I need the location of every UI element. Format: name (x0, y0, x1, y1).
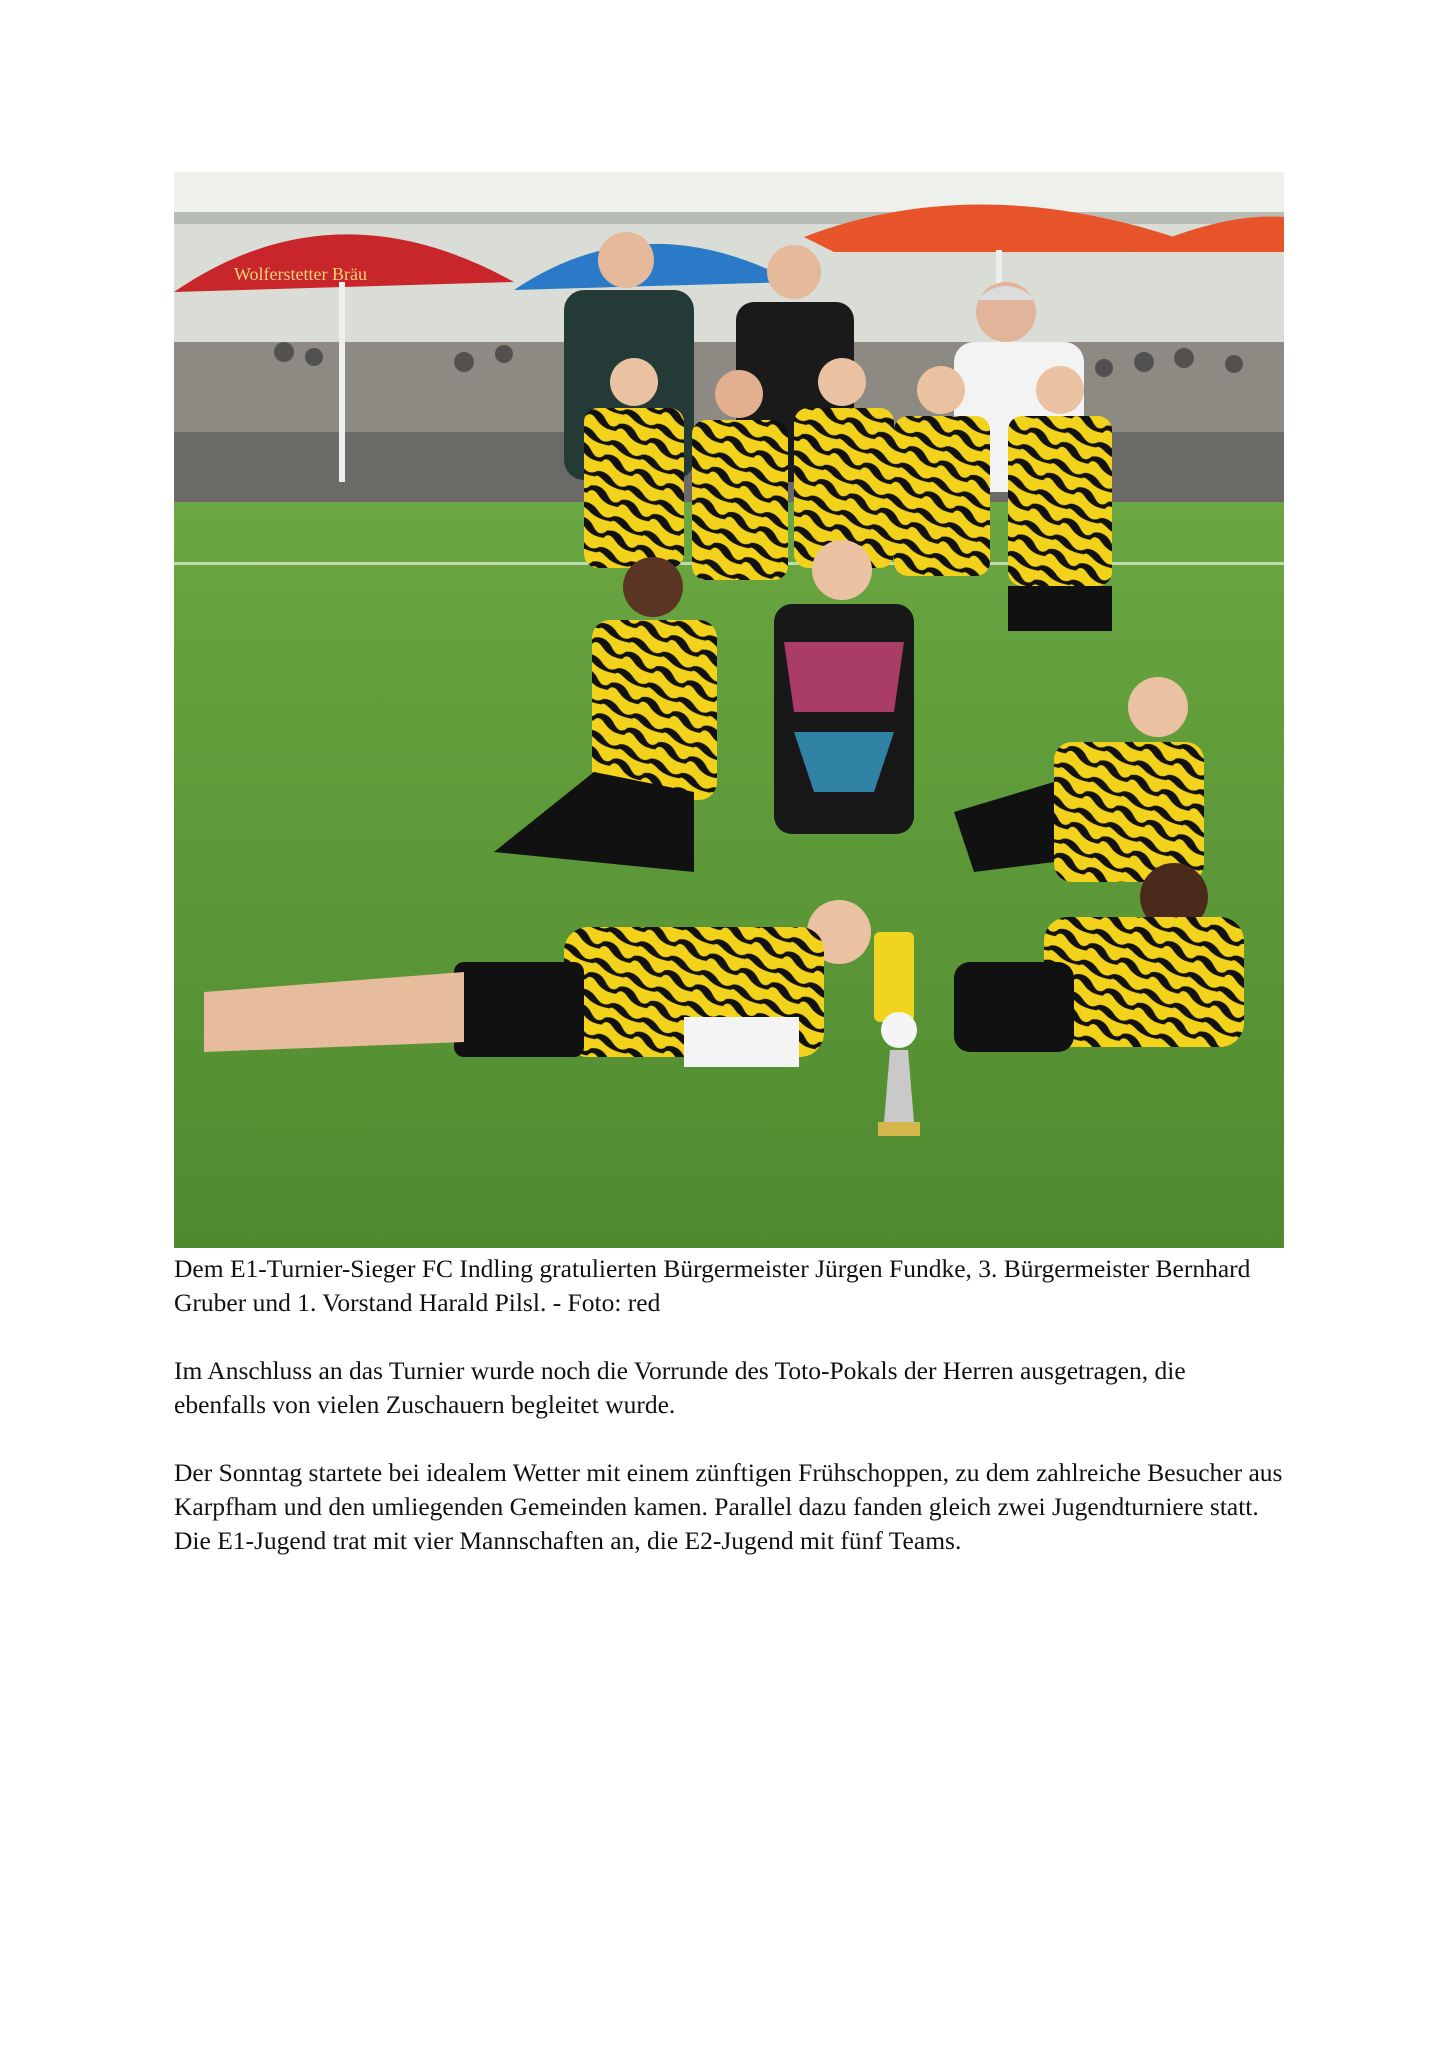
team-photo (174, 172, 1284, 1248)
paragraph-2: Der Sonntag startete bei idealem Wetter mit einem zünftigen Frühschoppen, zu dem zahlreiche Besucher aus Karpfham und den umliegenden Gemeinden kamen. Parallel dazu fanden gleich zwei Jugendturniere statt. Die E1-Jugend trat mit vier Mannschaften an, die E2-Jugend mit fünf Teams. (174, 1458, 1283, 1555)
photo-caption: Dem E1-Turnier-Sieger FC Indling gratulierten Bürgermeister Jürgen Fundke, 3. Bürgermeister Bernhard Gruber und 1. Vorstand Harald Pilsl. - Foto: red (174, 1254, 1251, 1317)
umbrella-brand-text: Wolferstetter Bräu (234, 264, 367, 284)
paragraph-1: Im Anschluss an das Turnier wurde noch die Vorrunde des Toto-Pokals der Herren ausgetragen, die ebenfalls von vielen Zuschauern begleitet wurde. (174, 1356, 1186, 1419)
